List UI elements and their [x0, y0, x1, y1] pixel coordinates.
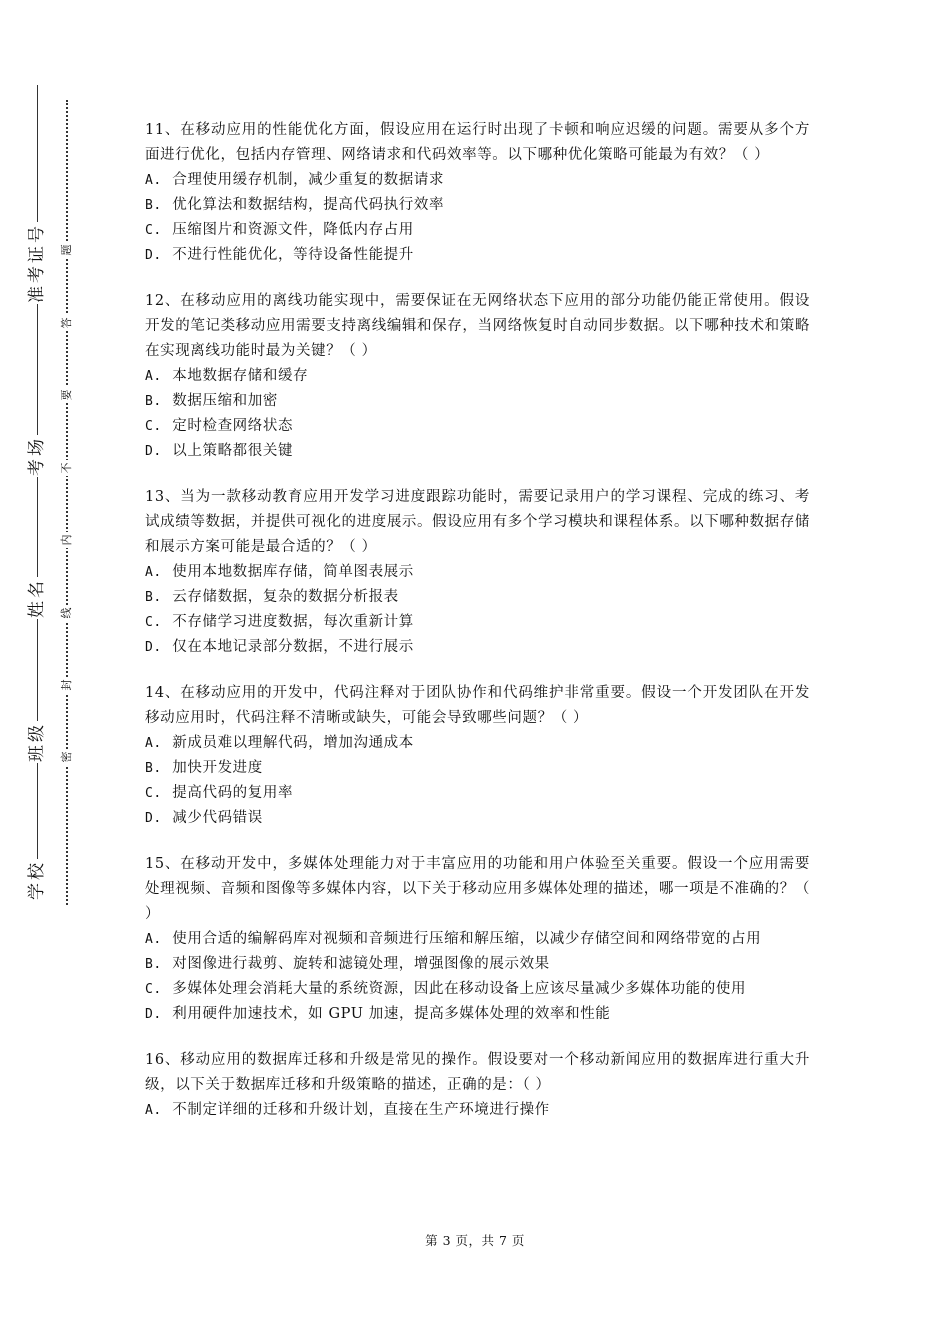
seal-char: 封: [59, 677, 75, 693]
seal-char: 答: [59, 315, 75, 331]
option-c: C. 多媒体处理会消耗大量的系统资源，因此在移动设备上应该尽量减少多媒体功能的使用: [145, 981, 747, 997]
seal-char: 要: [59, 387, 75, 403]
question-12: [145, 289, 810, 464]
binding-dotted-line: [66, 100, 68, 905]
question-stem: 12、在移动应用的离线功能实现中，需要保证在无网络状态下应用的部分功能仍能正常使用。假设开发的笔记类移动应用需要支持离线编辑和保存，当网络恢复时自动同步数据。以下哪种技术和策略在实现离线功能时最为关键？（ ）: [145, 293, 810, 359]
question-14: [145, 681, 810, 831]
option-a: A. 使用本地数据库存储，简单图表展示: [145, 564, 414, 580]
option-b: B. 云存储数据，复杂的数据分析报表: [145, 589, 399, 605]
question-stem: 13、当为一款移动教育应用开发学习进度跟踪功能时，需要记录用户的学习课程、完成的练习、考试成绩等数据，并提供可视化的进度展示。假设应用有多个学习模块和课程体系。以下哪种数据存储和展示方案可能是最合适的？（ ）: [145, 489, 810, 555]
seal-char: 题: [59, 242, 75, 258]
question-15: [145, 852, 810, 1027]
class-label: 班级: [27, 722, 47, 762]
school-label: 学校: [27, 860, 47, 900]
option-b: B. 优化算法和数据结构，提高代码执行效率: [145, 197, 445, 213]
exam-room-label: 考场: [27, 436, 47, 476]
seal-char: 线: [59, 605, 75, 621]
option-b: B. 对图像进行裁剪、旋转和滤镜处理，增强图像的展示效果: [145, 956, 550, 972]
option-b: B. 数据压缩和加密: [145, 393, 278, 409]
exam-number-label: 准考证号: [27, 223, 47, 303]
question-16: [145, 1048, 810, 1123]
question-stem: 16、移动应用的数据库迁移和升级是常见的操作。假设要对一个移动新闻应用的数据库进行重大升级，以下关于数据库迁移和升级策略的描述，正确的是：（ ）: [145, 1052, 810, 1093]
seal-char: 密: [59, 749, 75, 765]
option-d: D. 利用硬件加速技术，如 GPU 加速，提高多媒体处理的效率和性能: [145, 1006, 611, 1022]
option-c: C. 不存储学习进度数据，每次重新计算: [145, 614, 414, 630]
option-a: A. 新成员难以理解代码，增加沟通成本: [145, 735, 414, 751]
option-d: D. 以上策略都很关键: [145, 443, 294, 459]
question-stem: 15、在移动开发中，多媒体处理能力对于丰富应用的功能和用户体验至关重要。假设一个应用需要处理视频、音频和图像等多媒体内容，以下关于移动应用多媒体处理的描述，哪一项是不准确的？（ ）: [145, 856, 810, 922]
option-a: A. 不制定详细的迁移和升级计划，直接在生产环境进行操作: [145, 1102, 550, 1118]
option-a: A. 合理使用缓存机制，减少重复的数据请求: [145, 172, 445, 188]
option-a: A. 本地数据存储和缓存: [145, 368, 309, 384]
option-c: C. 提高代码的复用率: [145, 785, 294, 801]
question-11: [145, 118, 810, 268]
question-13: [145, 485, 810, 660]
page-footer: 第 3 页，共 7 页: [425, 1233, 525, 1248]
question-stem: 14、在移动应用的开发中，代码注释对于团队协作和代码维护非常重要。假设一个开发团队在开发移动应用时，代码注释不清晰或缺失，可能会导致哪些问题？（ ）: [145, 685, 810, 726]
option-d: D. 不进行性能优化，等待设备性能提升: [145, 247, 414, 263]
option-c: C. 定时检查网络状态: [145, 418, 294, 434]
option-a: A. 使用合适的编解码库对视频和音频进行压缩和解压缩，以减少存储空间和网络带宽的占用: [145, 931, 762, 947]
option-d: D. 仅在本地记录部分数据，不进行展示: [145, 639, 414, 655]
binding-solid-line: [37, 85, 38, 900]
option-b: B. 加快开发进度: [145, 760, 263, 776]
seal-char: 不: [59, 460, 75, 476]
option-d: D. 减少代码错误: [145, 810, 263, 826]
question-list: [145, 118, 810, 1144]
question-stem: 11、在移动应用的性能优化方面，假设应用在运行时出现了卡顿和响应迟缓的问题。需要从多个方面进行优化，包括内存管理、网络请求和代码效率等。以下哪种优化策略可能最为有效？（ ）: [145, 122, 810, 163]
seal-char: 内: [59, 532, 75, 548]
name-label: 姓名: [27, 578, 47, 618]
option-c: C. 压缩图片和资源文件，降低内存占用: [145, 222, 414, 238]
